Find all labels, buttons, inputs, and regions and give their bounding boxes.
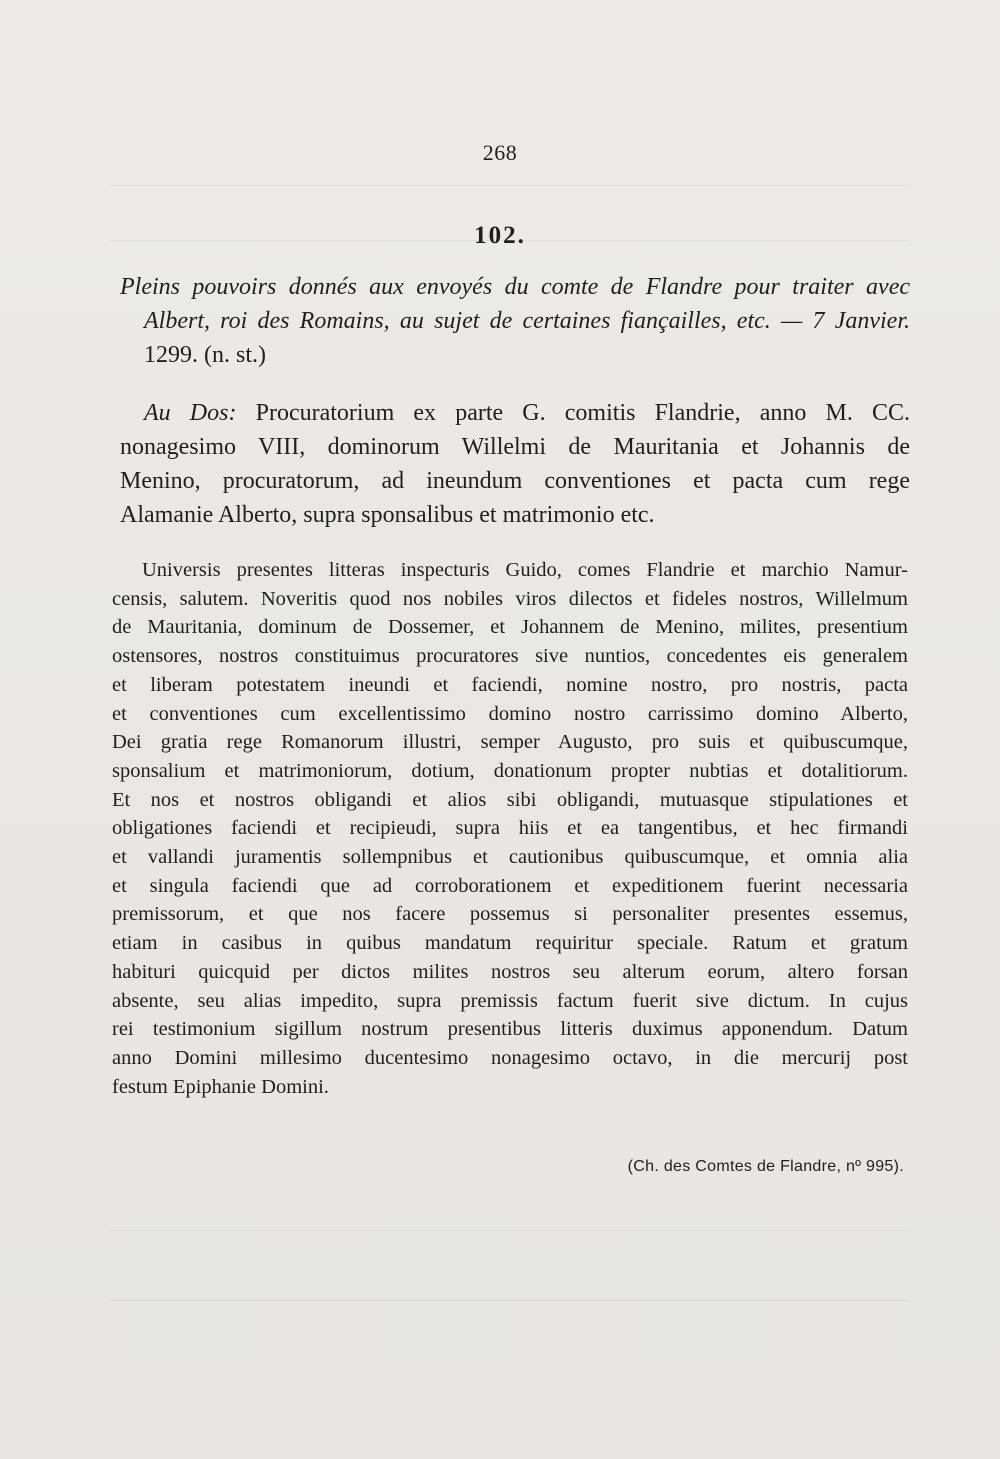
page-number: 268 bbox=[482, 140, 518, 165]
bleed-through-mark bbox=[110, 185, 910, 186]
endorsement-line: Alamanie Alberto, supra sponsalibus et matrimonio etc. bbox=[120, 502, 655, 528]
heading-line: 1299. (n. st.) bbox=[144, 342, 266, 368]
endorsement-line: nonagesimo VIII, dominorum Willelmi de Mauritania et Johannis de bbox=[120, 434, 910, 460]
body-line: absente, seu alias impedito, supra premissis factum fuerit sive dictum. In cujus bbox=[112, 989, 908, 1012]
body-line: et conventiones cum excellentissimo domino nostro carrissimo domino Alberto, bbox=[112, 702, 908, 725]
archive-reference: (Ch. des Comtes de Flandre, nº 995). bbox=[627, 1158, 904, 1175]
body-line: Et nos et nostros obligandi et alios sibi obligandi, mutuasque stipulationes et bbox=[112, 788, 908, 811]
body-line: festum Epiphanie Domini. bbox=[112, 1075, 329, 1098]
endorsement bbox=[120, 396, 910, 532]
body-line: sponsalium et matrimoniorum, dotium, donationum propter nubtias et dotalitiorum. bbox=[112, 759, 908, 782]
body-line: Universis presentes litteras inspecturis Guido, comes Flandrie et marchio Namur- bbox=[142, 559, 908, 581]
body-line: etiam in casibus in quibus mandatum requiritur speciale. Ratum et gratum bbox=[112, 932, 908, 955]
endorsement-line: Menino, procuratorum, ad ineundum conventiones et pacta cum rege bbox=[120, 468, 910, 494]
body-line: obligationes faciendi et recipieudi, supra hiis et ea tangentibus, et hec firmandi bbox=[112, 817, 908, 840]
body-line: et singula faciendi que ad corroborationem et expeditionem fuerint necessaria bbox=[112, 874, 908, 897]
bleed-through-mark bbox=[110, 1300, 910, 1301]
heading-line: Albert, roi des Romains, au sujet de certaines fiançailles, etc. — 7 Janvier. bbox=[144, 308, 910, 334]
document-number: 102. bbox=[474, 222, 526, 249]
body-line: censis, salutem. Noveritis quod nos nobiles viros dilectos et fideles nostros, Willelmum bbox=[112, 587, 908, 610]
body-line: premissorum, et que nos facere possemus si personaliter presentes essemus, bbox=[112, 903, 908, 926]
endorsement-line bbox=[120, 396, 910, 430]
body-line: et vallandi juramentis sollempnibus et cautionibus quibuscumque, et omnia alia bbox=[112, 846, 908, 869]
document-heading bbox=[120, 270, 910, 372]
endorsement-text: Procuratorium ex parte G. comitis Flandrie, anno M. CC. bbox=[255, 400, 911, 426]
charter-text bbox=[112, 556, 908, 1101]
body-line: ostensores, nostros constituimus procuratores sive nuntios, concedentes eis generalem bbox=[112, 645, 908, 668]
body-line: Dei gratia rege Romanorum illustri, semper Augusto, pro suis et quibuscumque, bbox=[112, 731, 908, 754]
bleed-through-mark bbox=[110, 1230, 910, 1231]
body-line: et liberam potestatem ineundi et faciendi, nomine nostro, pro nostris, pacta bbox=[112, 673, 908, 696]
body-line: anno Domini millesimo ducentesimo nonagesimo octavo, in die mercurij post bbox=[112, 1046, 908, 1069]
body-line: de Mauritania, dominum de Dossemer, et Johannem de Menino, milites, presentium bbox=[112, 616, 908, 639]
endorsement-label: Au Dos: bbox=[144, 400, 237, 426]
body-line: habituri quicquid per dictos milites nostros seu alterum eorum, altero forsan bbox=[112, 960, 908, 983]
body-line: rei testimonium sigillum nostrum presentibus litteris duximus apponendum. Datum bbox=[112, 1018, 908, 1041]
heading-line: Pleins pouvoirs donnés aux envoyés du comte de Flandre pour traiter avec bbox=[120, 274, 910, 300]
